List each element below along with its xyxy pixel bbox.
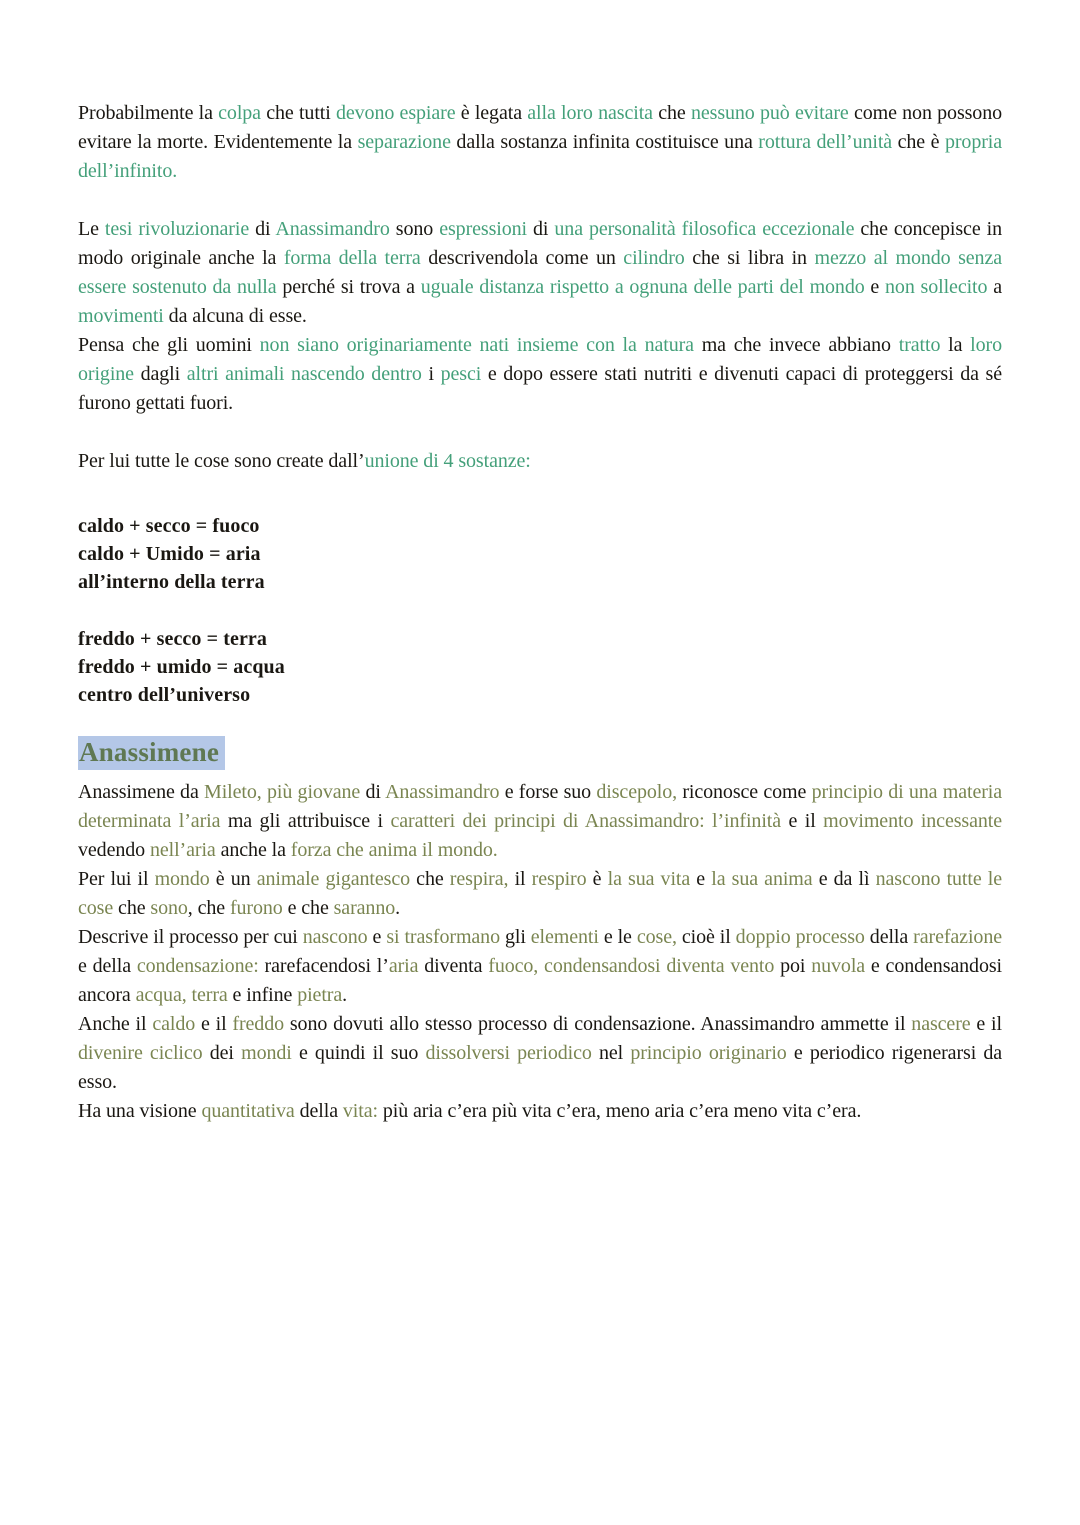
blank-line: [78, 418, 1002, 447]
emphasized-text-run: alla loro nascita: [527, 102, 653, 124]
formula-block: [78, 512, 1002, 596]
text-run: della: [864, 926, 914, 948]
formula-line: freddo + secco = terra: [78, 628, 267, 650]
document-content: [78, 99, 1002, 1126]
emphasized-text-run: pietra: [297, 984, 343, 1006]
blank-line: [78, 596, 1002, 625]
paragraph: [78, 865, 1002, 923]
text-run: Anassimene da: [78, 781, 205, 803]
text-run: la: [940, 334, 971, 356]
emphasized-text-run: movimento incessante: [823, 810, 1003, 832]
paragraph: [78, 1010, 1002, 1097]
emphasized-text-run: respira,: [449, 868, 509, 890]
text-run: e che: [282, 897, 334, 919]
emphasized-text-run: non sollecito: [885, 276, 988, 298]
formula-line: caldo + Umido = aria: [78, 543, 261, 565]
emphasized-text-run: nell’aria: [149, 839, 216, 861]
formula-line: freddo + umido = acqua: [78, 656, 285, 678]
emphasized-text-run: vita:: [342, 1100, 378, 1122]
emphasized-text-run: nessuno può evitare: [690, 102, 849, 124]
text-run: dagli: [133, 363, 187, 385]
text-run: .: [395, 897, 401, 919]
text-run: gli: [499, 926, 531, 948]
text-run: i: [421, 363, 441, 385]
emphasized-text-run: tesi rivoluzionarie: [104, 218, 250, 240]
emphasized-text-run: aria: [388, 955, 419, 977]
text-run: ma che invece abbiano: [693, 334, 899, 356]
text-run: , che: [187, 897, 230, 919]
emphasized-text-run: divenire ciclico: [78, 1042, 203, 1064]
section-heading: [78, 734, 1002, 771]
emphasized-text-run: pesci: [440, 363, 482, 385]
emphasized-text-run: mondo: [154, 868, 210, 890]
text-run: rarefacendosi l’: [258, 955, 389, 977]
text-run: riconosce come: [677, 781, 812, 803]
emphasized-text-run: acqua, terra: [135, 984, 228, 1006]
text-run: perché si trova a: [276, 276, 421, 298]
text-run: Ha una visione: [78, 1100, 202, 1122]
text-run: e periodico rigenerarsi da esso.: [78, 1042, 1003, 1093]
emphasized-text-run: colpa: [218, 102, 261, 124]
emphasized-text-run: Mileto,: [204, 781, 262, 803]
text-run: Per lui tutte le cose sono create dall’: [78, 450, 365, 472]
text-run: e: [864, 276, 886, 298]
formula-line: caldo + secco = fuoco: [78, 515, 260, 537]
text-run: e condensandosi ancora: [78, 955, 1002, 1006]
text-run: e il: [195, 1013, 233, 1035]
text-run: della: [294, 1100, 343, 1122]
text-run: Probabilmente la: [78, 102, 219, 124]
text-run: il: [508, 868, 532, 890]
emphasized-text-run: rarefazione: [913, 926, 1002, 948]
emphasized-text-run: cilindro: [623, 247, 685, 269]
text-run: e della: [78, 955, 137, 977]
paragraph: [78, 778, 1002, 865]
emphasized-text-run: tratto: [898, 334, 941, 356]
text-run: Anche il: [78, 1013, 153, 1035]
text-run: descrivendola come un: [420, 247, 624, 269]
text-run: è un: [209, 868, 257, 890]
text-run: sono dovuti allo stesso processo di condensazione. Anassimandro ammette il: [284, 1013, 912, 1035]
emphasized-text-run: nascono: [302, 926, 368, 948]
text-run: nel: [591, 1042, 631, 1064]
emphasized-text-run: fuoco, condensandosi diventa vento: [488, 955, 775, 977]
text-run: che concepisce in modo originale anche la: [78, 218, 1002, 269]
text-run: sono: [389, 218, 440, 240]
emphasized-text-run: unione di 4 sostanze:: [364, 450, 531, 472]
text-run: che: [113, 897, 151, 919]
emphasized-text-run: sono: [150, 897, 188, 919]
formula-line: centro dell’universo: [78, 684, 251, 706]
emphasized-text-run: loro origine: [78, 334, 1002, 385]
text-run: è: [586, 868, 608, 890]
text-run: di: [526, 218, 555, 240]
text-run: Descrive il processo per cui: [78, 926, 303, 948]
emphasized-text-run: una personalità filosofica eccezionale: [554, 218, 855, 240]
emphasized-text-run: mondi: [241, 1042, 292, 1064]
emphasized-text-run: forma della terra: [283, 247, 421, 269]
emphasized-text-run: nascere: [911, 1013, 971, 1035]
emphasized-text-run: cose,: [636, 926, 677, 948]
emphasized-text-run: movimenti: [78, 305, 164, 327]
emphasized-text-run: quantitativa: [201, 1100, 295, 1122]
emphasized-text-run: si trasformano: [386, 926, 500, 948]
text-run: vedendo: [78, 839, 150, 861]
text-run: che: [652, 102, 691, 124]
emphasized-text-run: la sua vita: [607, 868, 691, 890]
emphasized-text-run: doppio processo: [735, 926, 865, 948]
text-run: Pensa che gli uomini: [78, 334, 260, 356]
text-run: come non possono evitare la morte. Evidentemente la: [78, 102, 1003, 153]
text-run: poi: [774, 955, 812, 977]
blank-line: [78, 476, 1002, 512]
emphasized-text-run: discepolo,: [596, 781, 678, 803]
emphasized-text-run: rottura dell’unità: [758, 131, 893, 153]
text-run: di: [249, 218, 276, 240]
text-run: e le: [598, 926, 637, 948]
paragraph: [78, 331, 1002, 418]
emphasized-text-run: respiro: [531, 868, 587, 890]
emphasized-text-run: uguale distanza rispetto a ognuna delle parti del mondo: [420, 276, 865, 298]
text-run: a: [987, 276, 1002, 298]
emphasized-text-run: freddo: [232, 1013, 285, 1035]
text-run: che tutti: [260, 102, 336, 124]
text-run: che è: [892, 131, 945, 153]
emphasized-text-run: condensazione:: [136, 955, 259, 977]
emphasized-text-run: saranno: [333, 897, 396, 919]
formula-line: all’interno della terra: [78, 571, 265, 593]
emphasized-text-run: principio originario: [630, 1042, 787, 1064]
text-run: e infine: [227, 984, 298, 1006]
text-run: e quindi il suo: [291, 1042, 426, 1064]
text-run: che: [410, 868, 450, 890]
text-run: dalla sostanza infinita costituisce una: [450, 131, 759, 153]
text-run: e: [367, 926, 387, 948]
text-run: e da lì: [812, 868, 876, 890]
text-run: diventa: [418, 955, 489, 977]
emphasized-text-run: più giovane: [267, 781, 361, 803]
paragraph: [78, 99, 1002, 186]
text-run: [171, 810, 178, 832]
emphasized-text-run: caratteri dei principi di Anassimandro: l’infinità: [390, 810, 782, 832]
emphasized-text-run: altri animali nascendo dentro: [186, 363, 422, 385]
text-run: .: [342, 984, 348, 1006]
text-run: più aria c’era più vita c’era, meno aria c’era meno vita c’era.: [377, 1100, 862, 1122]
text-run: da alcuna di esse.: [163, 305, 307, 327]
emphasized-text-run: Anassimandro: [385, 781, 500, 803]
text-run: di: [360, 781, 386, 803]
emphasized-text-run: Anassimandro: [275, 218, 390, 240]
text-run: e il: [781, 810, 824, 832]
emphasized-text-run: propria dell’infinito.: [78, 131, 1003, 182]
text-run: anche la: [215, 839, 291, 861]
document-page: [78, 99, 1002, 1126]
emphasized-text-run: animale gigantesco: [256, 868, 411, 890]
emphasized-text-run: nascono tutte le cose: [78, 868, 1003, 919]
text-run: che si libra in: [684, 247, 815, 269]
emphasized-text-run: espressioni: [439, 218, 527, 240]
paragraph: [78, 923, 1002, 1010]
text-run: Le: [78, 218, 105, 240]
formula-block: [78, 625, 1002, 709]
text-run: e: [690, 868, 712, 890]
emphasized-text-run: dissolversi periodico: [425, 1042, 592, 1064]
text-run: e il: [970, 1013, 1002, 1035]
emphasized-text-run: forza che anima il mondo.: [290, 839, 498, 861]
emphasized-text-run: nuvola: [811, 955, 866, 977]
text-run: dei: [202, 1042, 242, 1064]
emphasized-text-run: separazione: [357, 131, 451, 153]
text-run: cioè il: [676, 926, 736, 948]
paragraph: [78, 215, 1002, 331]
emphasized-text-run: l’aria: [178, 810, 221, 832]
emphasized-text-run: non siano originariamente nati insieme con la natura: [259, 334, 694, 356]
blank-line: [78, 186, 1002, 215]
emphasized-text-run: furono: [229, 897, 283, 919]
text-run: è legata: [455, 102, 528, 124]
emphasized-text-run: mezzo al mondo senza essere sostenuto da nulla: [78, 247, 1002, 298]
emphasized-text-run: caldo: [152, 1013, 196, 1035]
paragraph: [78, 1097, 1002, 1126]
paragraph: [78, 447, 1002, 476]
section-heading-text: Anassimene: [78, 736, 225, 770]
text-run: e forse suo: [499, 781, 597, 803]
emphasized-text-run: principio di una materia determinata: [78, 781, 1003, 832]
text-run: e dopo essere stati nutriti e divenuti capaci di proteggersi da sé furono gettati fuori.: [78, 363, 1003, 414]
emphasized-text-run: la sua anima: [711, 868, 813, 890]
emphasized-text-run: devono espiare: [335, 102, 456, 124]
text-run: ma gli attribuisce i: [220, 810, 391, 832]
emphasized-text-run: elementi: [530, 926, 599, 948]
text-run: Per lui il: [78, 868, 155, 890]
